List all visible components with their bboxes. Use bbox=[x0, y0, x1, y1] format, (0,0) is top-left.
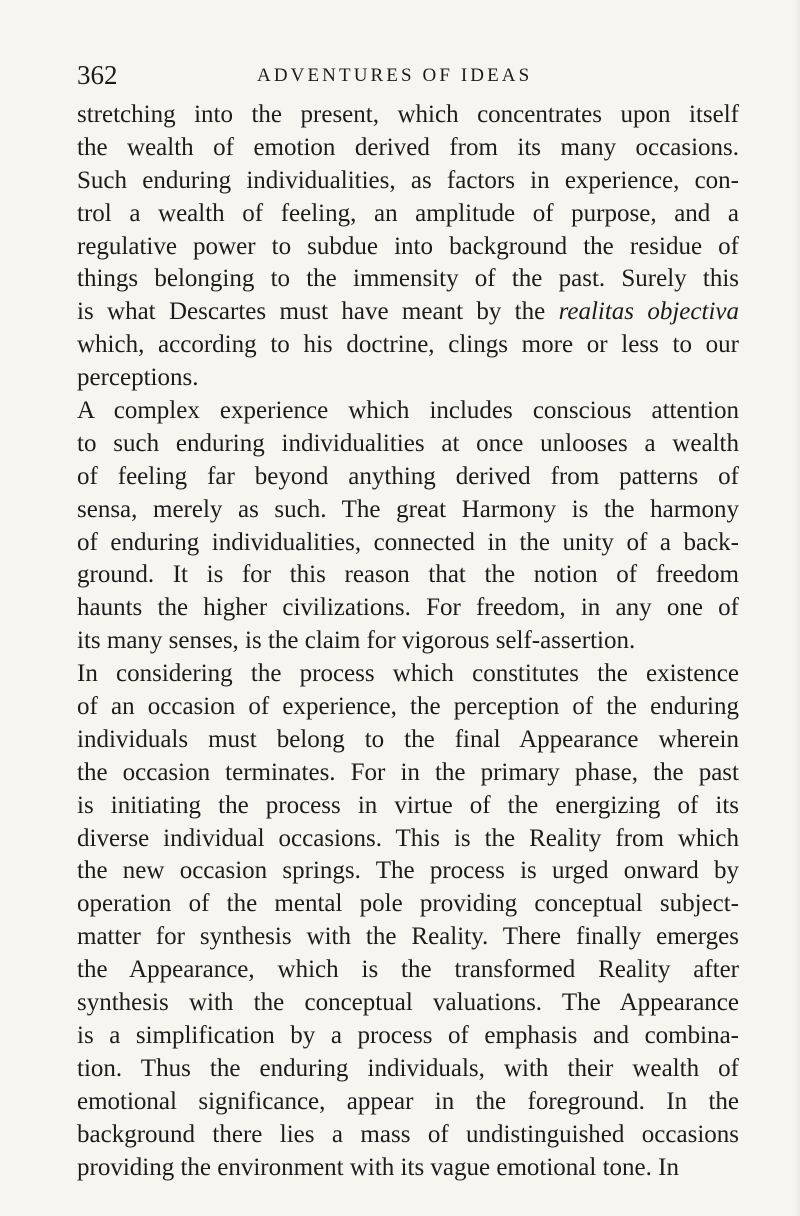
text-segment: haunts the higher civilizations. For freedom, in any one of bbox=[77, 594, 739, 622]
text-segment: background there lies a mass of undistinguished occasions bbox=[77, 1120, 739, 1148]
text-line bbox=[77, 231, 739, 264]
text-line bbox=[77, 395, 739, 428]
text-line bbox=[77, 494, 739, 527]
text-segment: of feeling far beyond anything derived from patterns of bbox=[77, 462, 739, 490]
text-segment: is a simplification by a process of emphasis and combina- bbox=[77, 1021, 739, 1049]
text-line bbox=[77, 823, 739, 856]
text-line bbox=[77, 625, 739, 658]
text-line bbox=[77, 263, 739, 296]
text-line bbox=[77, 691, 739, 724]
text-line bbox=[77, 132, 739, 165]
text-segment: operation of the mental pole providing conceptual subject- bbox=[77, 890, 739, 918]
text-line bbox=[77, 1020, 739, 1053]
text-line bbox=[77, 559, 739, 592]
text-line bbox=[77, 757, 739, 790]
text-segment: A complex experience which includes conscious attention bbox=[77, 397, 739, 425]
body-text bbox=[77, 99, 739, 1184]
italic-phrase: realitas objectiva bbox=[558, 298, 739, 326]
text-line bbox=[77, 165, 739, 198]
text-line bbox=[77, 1086, 739, 1119]
text-segment: the Appearance, which is the transformed Reality after bbox=[77, 956, 739, 984]
text-line bbox=[77, 658, 739, 691]
text-segment: tion. Thus the enduring individuals, with their wealth of bbox=[77, 1054, 739, 1082]
text-line bbox=[77, 954, 739, 987]
text-segment: is initiating the process in virtue of the energizing of its bbox=[77, 791, 739, 819]
text-line bbox=[77, 1053, 739, 1086]
text-segment: its many senses, is the claim for vigorous self-assertion. bbox=[77, 627, 636, 655]
text-segment: providing the environment with its vague emotional tone. In bbox=[77, 1153, 679, 1181]
text-line bbox=[77, 527, 739, 560]
page-number: 362 bbox=[77, 60, 118, 90]
text-segment: of enduring individualities, connected in the unity of a back- bbox=[77, 528, 739, 556]
text-segment: the wealth of emotion derived from its many occasions. bbox=[77, 133, 739, 161]
text-segment: trol a wealth of feeling, an amplitude of purpose, and a bbox=[77, 199, 739, 227]
text-line bbox=[77, 461, 739, 494]
text-segment: synthesis with the conceptual valuations. The Appearance bbox=[77, 989, 739, 1017]
text-segment: the new occasion springs. The process is urged onward by bbox=[77, 857, 739, 885]
text-segment: of an occasion of experience, the perception of the enduring bbox=[77, 693, 739, 721]
text-segment: the occasion terminates. For in the primary phase, the past bbox=[77, 758, 739, 786]
text-segment: individuals must belong to the final Appearance wherein bbox=[77, 725, 739, 753]
text-segment: is what Descartes must have meant by the bbox=[77, 298, 559, 326]
text-segment: stretching into the present, which concentrates upon itself bbox=[77, 101, 739, 128]
text-line bbox=[77, 592, 739, 625]
text-line bbox=[77, 724, 739, 757]
running-head: ADVENTURES OF IDEAS bbox=[257, 65, 533, 86]
text-line bbox=[77, 198, 739, 231]
text-line bbox=[77, 362, 739, 395]
text-segment: regulative power to subdue into background the residue of bbox=[77, 232, 739, 260]
text-line bbox=[77, 790, 739, 823]
text-segment: emotional significance, appear in the foreground. In the bbox=[77, 1087, 739, 1115]
text-line bbox=[77, 987, 739, 1020]
text-segment: which, according to his doctrine, clings more or less to our bbox=[77, 331, 739, 359]
text-line bbox=[77, 99, 739, 132]
page-header bbox=[77, 58, 739, 92]
page-edge-shadow bbox=[794, 0, 800, 1216]
text-line bbox=[77, 921, 739, 954]
text-line bbox=[77, 888, 739, 921]
text-segment: sensa, merely as such. The great Harmony is the harmony bbox=[77, 495, 739, 523]
text-segment: to such enduring individualities at once unlooses a wealth bbox=[77, 429, 739, 457]
text-line bbox=[77, 1119, 739, 1152]
text-segment: perceptions. bbox=[77, 364, 199, 392]
text-line bbox=[77, 428, 739, 461]
text-line bbox=[77, 296, 739, 329]
text-segment: ground. It is for this reason that the notion of freedom bbox=[77, 561, 739, 589]
text-segment: Such enduring individualities, as factors in experience, con- bbox=[77, 166, 739, 194]
text-line bbox=[77, 329, 739, 362]
text-segment: In considering the process which constitutes the existence bbox=[77, 660, 739, 688]
text-line bbox=[77, 855, 739, 888]
text-line bbox=[77, 1152, 739, 1185]
text-segment: things belonging to the immensity of the past. Surely this bbox=[77, 265, 739, 293]
text-segment: matter for synthesis with the Reality. There finally emerges bbox=[77, 923, 739, 951]
text-segment: diverse individual occasions. This is the Reality from which bbox=[77, 824, 739, 852]
